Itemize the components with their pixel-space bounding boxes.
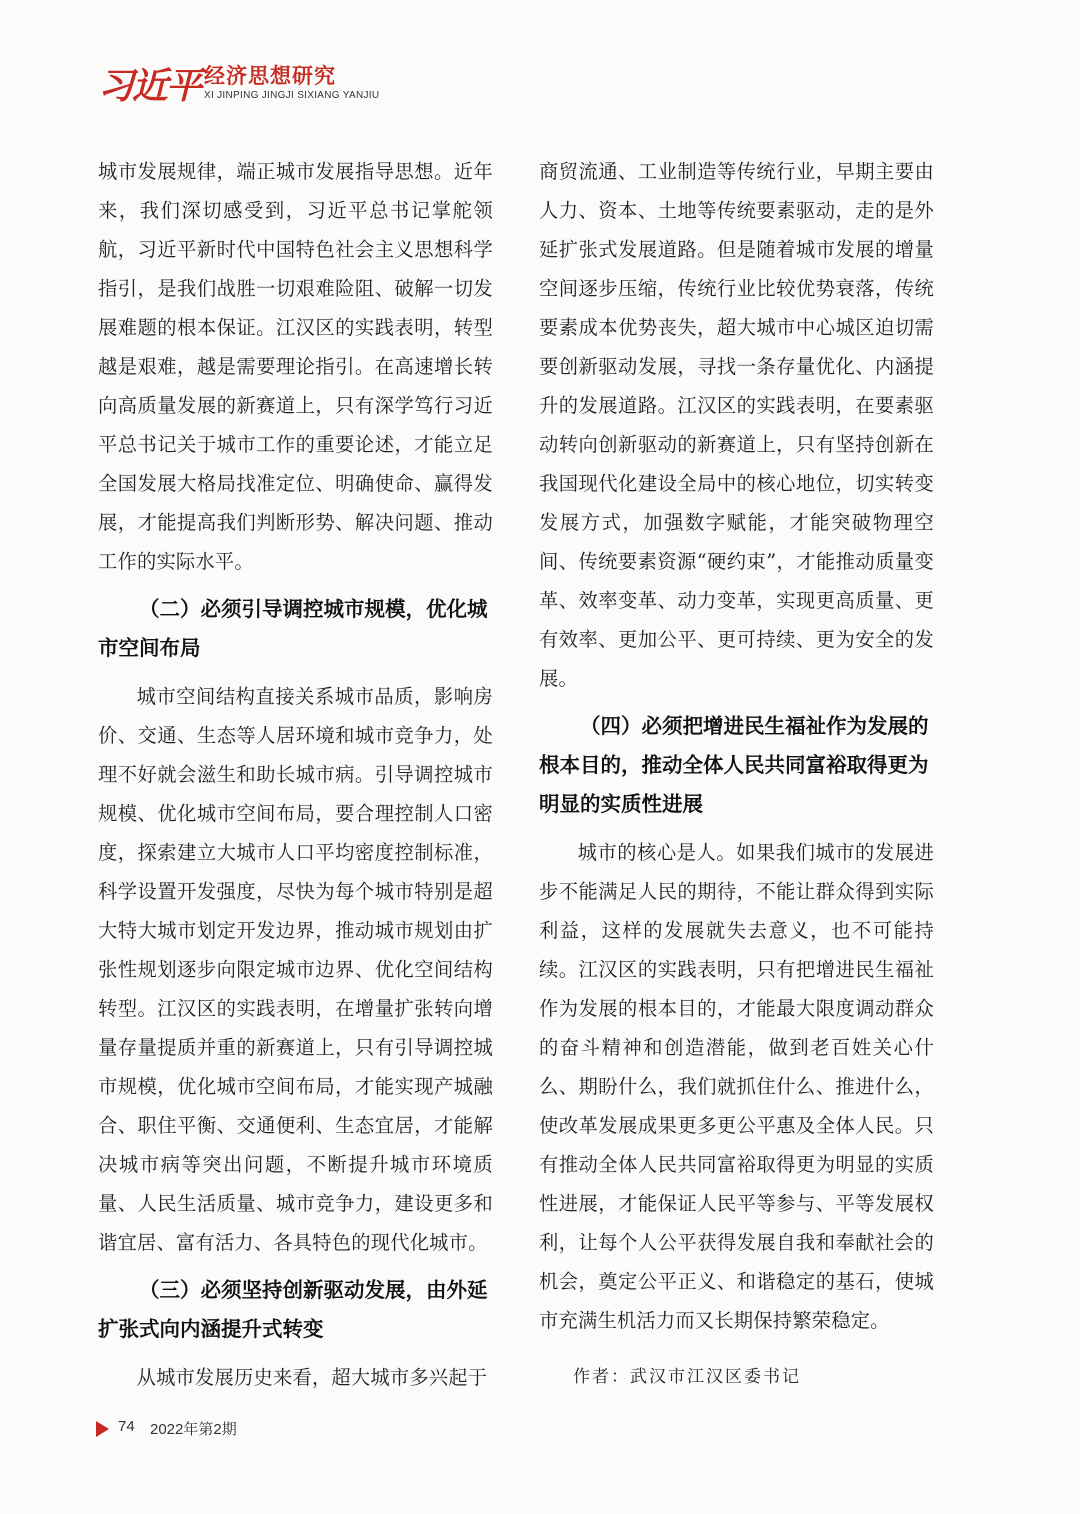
journal-header — [98, 52, 418, 108]
paragraph: 城市的核心是人。如果我们城市的发展进步不能满足人民的期待，不能让群众得到实际利益，这样的发展就失去意义，也不可能持续。江汉区的实践表明，只有把增进民生福祉作为发展的根本目的，才能最大限度调动群众的奋斗精神和创造潜能，做到老百姓关心什么、期盼什么，我们就抓住什么、推进什么，使改革发展成果更多更公平惠及全体人民。只有推动全体人民共同富裕取得更为明显的实质性进展，才能保证人民平等参与、平等发展权利，让每个人公平获得发展自我和奉献社会的机会，奠定公平正义、和谐稳定的基石，使城市充满生机活力而又长期保持繁荣稳定。 — [539, 841, 934, 1332]
paragraph: 城市发展规律，端正城市发展指导思想。近年来，我们深切感受到，习近平总书记掌舵领航，习近平新时代中国特色社会主义思想科学指引，是我们战胜一切艰难险阻、破解一切发展难题的根本保证。江汉区的实践表明，转型越是艰难，越是需要理论指引。在高速增长转向高质量发展的新赛道上，只有深学笃行习近平总书记关于城市工作的重要论述，才能立足全国发展大格局找准定位、明确使命、赢得发展，才能提高我们判断形势、解决问题、推动工作的实际水平。 — [98, 160, 493, 573]
issue-label: 2022年第2期 — [150, 1421, 237, 1438]
right-column — [539, 152, 934, 1349]
section-heading-3: （三）必须坚持创新驱动发展，由外延扩张式向内涵提升式转变 — [98, 1278, 488, 1341]
paragraph: 商贸流通、工业制造等传统行业，早期主要由人力、资本、土地等传统要素驱动，走的是外延扩张式发展道路。但是随着城市发展的增量空间逐步压缩，传统行业比较优势衰落，传统要素成本优势丧失，超大城市中心城区迫切需要创新驱动发展，寻找一条存量优化、内涵提升的发展道路。江汉区的实践表明，在要素驱动转向创新驱动的新赛道上，只有坚持创新在我国现代化建设全局中的核心地位，切实转变发展方式，加强数字赋能，才能突破物理空间、传统要素资源“硬约束”，才能推动质量变革、效率变革、动力变革，实现更高质量、更有效率、更加公平、更可持续、更为安全的发展。 — [539, 160, 934, 690]
page-number: 74 — [118, 1418, 135, 1435]
paragraph: 从城市发展历史来看，超大城市多兴起于 — [136, 1366, 488, 1389]
section-heading-2: （二）必须引导调控城市规模，优化城市空间布局 — [98, 597, 488, 660]
section-heading-4: （四）必须把增进民生福祉作为发展的根本目的，推动全体人民共同富裕取得更为明显的实质性进展 — [539, 714, 929, 816]
triangle-marker-icon — [96, 1421, 109, 1437]
journal-subtitle: XI JINPING JINGJI SIXIANG YANJIU — [204, 90, 380, 101]
journal-logo: 习近平 — [98, 65, 201, 107]
paragraph: 城市空间结构直接关系城市品质，影响房价、交通、生态等人居环境和城市竞争力，处理不好就会滋生和助长城市病。引导调控城市规模、优化城市空间布局，要合理控制人口密度，探索建立大城市人口平均密度控制标准，科学设置开发强度，尽快为每个城市特别是超大特大城市划定开发边界，推动城市规划由扩张性规划逐步向限定城市边界、优化空间结构转型。江汉区的实践表明，在增量扩张转向增量存量提质并重的新赛道上，只有引导调控城市规模，优化城市空间布局，才能实现产城融合、职住平衡、交通便利、生态宜居，才能解决城市病等突出问题，不断提升城市环境质量、人民生活质量、城市竞争力，建设更多和谐宜居、富有活力、各具特色的现代化城市。 — [98, 685, 493, 1254]
author-byline: 作者：武汉市江汉区委书记 — [573, 1367, 801, 1387]
left-column — [98, 152, 493, 1406]
journal-title: 经济思想研究 — [204, 64, 336, 88]
